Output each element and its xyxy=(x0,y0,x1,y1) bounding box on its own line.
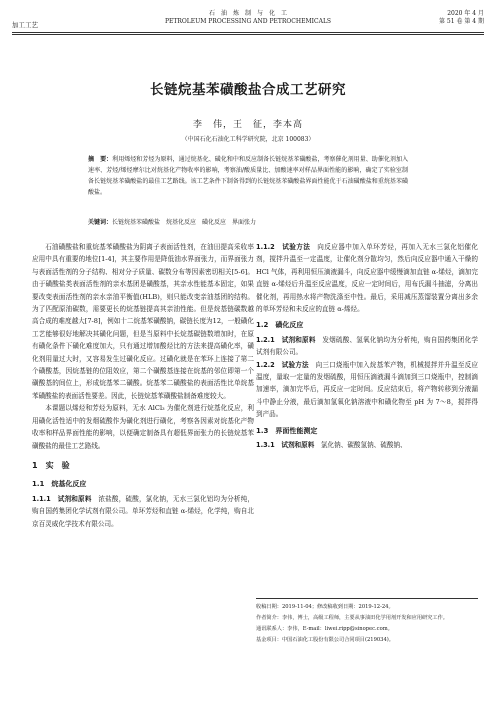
paper-title: 长链烷基苯磺酸盐合成工艺研究 xyxy=(150,82,346,98)
paragraph-reagents-1 xyxy=(32,493,254,530)
section-heading-experiment: 1 实 验 xyxy=(32,460,70,470)
subsubsection-heading: 1.2.2 试验方法 xyxy=(256,360,309,369)
paper-affiliation: （中国石化石油化工科学研究院，北京 100083） xyxy=(181,136,315,143)
subsection-heading-interface: 1.3 界面性能测定 xyxy=(256,426,318,435)
subsection-heading-alkylation: 1.1 烷基化反应 xyxy=(32,480,87,489)
issue-info xyxy=(439,10,484,26)
paragraph-method-2 xyxy=(256,359,478,421)
header-rule xyxy=(12,32,484,33)
subsubsection-heading: 1.3.1 试剂和原料 xyxy=(256,441,315,450)
footnote xyxy=(256,598,478,646)
paragraph-text: 浓盐酸，硫酸，氯化钠，无水三氯化铝均为分析纯，购自国药集团化学试剂有限公司。单环芳烃和直链 α-烯烃，化学纯，购自北京百灵威化学技术有限公司。 xyxy=(32,494,255,528)
header-rule-thin xyxy=(12,34,484,35)
subsubsection-heading: 1.1.2 试验方法 xyxy=(256,243,311,251)
issue-volume: 第 51 卷 第 4 期 xyxy=(439,18,484,25)
journal-name-en: PETROLEUM PROCESSING AND PETROCHEMICALS xyxy=(164,18,332,25)
intro-paragraph-2: 本课题以烯烃和芳烃为原料，无水 AlCl₃ 为催化剂进行烷基化反应，利用磺化活性适中的发烟硫酸作为磺化剂进行磺化，考察各因素对烷基化产物收率和样品界面性能的影响，以便确定制备具有超低界面张力的长链烷基苯磺酸盐的最佳工艺路线。 xyxy=(32,404,254,450)
paragraph-reagents-2 xyxy=(256,334,478,359)
right-column xyxy=(256,241,478,452)
footnote-received: 收稿日期：2019-11-04；修改稿收到日期：2019-12-24。 xyxy=(256,604,394,610)
paper-authors: 李 伟，王 征，李本高 xyxy=(192,120,303,130)
paragraph-text: 氯化钠、碳酸氢钠、硫酸钠、 xyxy=(314,441,407,450)
journal-name-cn: 石 油 炼 制 与 化 工 xyxy=(208,10,287,17)
issue-date: 2020 年 4 月 xyxy=(447,10,484,17)
left-column xyxy=(32,241,254,530)
subsection-heading-sulfonation: 1.2 磺化反应 xyxy=(256,321,304,330)
footnote-contact: 通讯联系人：李伟，E-mail：liwei.ripp@sinopec.com。 xyxy=(256,626,393,632)
running-header xyxy=(12,10,484,32)
journal-name xyxy=(12,10,484,26)
abstract-label: 摘 要： xyxy=(88,156,113,163)
keywords-text: 长链烷基苯磺酸盐 烷基化反应 磺化反应 界面张力 xyxy=(112,219,257,226)
subsubsection-heading: 1.1.1 试剂和原料 xyxy=(32,494,92,503)
footnote-fund: 基金项目：中国石油化工股份有限公司合同项目(219034)。 xyxy=(256,637,394,643)
paragraph-text: 向三口烧瓶中加入烷基苯产物，机械搅拌并升温至反应温度，量取一定量的发烟硫酸，用恒压滴液漏斗滴加到三口烧瓶中，控制滴加速率，滴加完毕后，再反应一定时间。反应结束后，将产物转移到分液漏斗中静止分液，最后滴加氢氧化钠溶液中和磺化物至 pH 为 7～8，搅拌得到产品。 xyxy=(256,360,478,419)
paragraph-text: 向反应器中加入单环芳烃，再加入无水三氯化铝催化剂，搅拌升温至一定温度，让催化剂分散均匀，然后向反应器中通入干燥的 HCl 气体，再利用恒压滴液漏斗，向反应器中缓慢滴加直链 α-烯烃，滴加完直链 α-烯烃后升温至反应温度，反应一定时间后，用布氏漏斗抽滤，分离出催化剂，再用热水将产物洗涤至中性。最后，采用减压蒸馏装置分离出多余的单环芳烃和未反应的直链 α-烯烃。 xyxy=(256,243,479,314)
footnote-bio: 作者简介：李伟，博士，高级工程师，主要从事油田化学用剂开发和应用研究工作。 xyxy=(256,615,448,621)
intro-paragraph-1: 石油磺酸盐和重烷基苯磺酸盐为阴离子表面活性剂，在油田提高采收率应用中具有重要的地位[1-4]，其主要作用是降低油水界面张力，而界面张力与表面活性剂的分子结构、相对分子质量、碳数分布等因素密切相关[5-6]。由于磺酸盐类表面活性剂的亲水基团是磺酸基，其亲水性能基本固定，如果要改变表面活性剂的亲水亲油平衡值(HLB)，则只能改变亲油基团的结构。为了匹配原油碳数，需要更长的烷基链提高其亲油性能。但是烷基链碳数越高合成的难度越大[7-8]，例如十二烷基苯磺酸钠，碳链长度为12，一般磺化工艺能够很好地解决其磺化问题，但是当原料中长烷基碳链数增加时，在原有磺化条件下磺化难度加大，只有通过增加酸烃比的方法来提高磺化率，磺化剂用量过大时，又容易发生过磺化反应。过磺化就是在苯环上连接了第二个磺酸基，因烷基链的位阻效应，第二个磺酸基连接在烷基的邻位即第一个磺酸基的间位上，形成烷基苯二磺酸。烷基苯二磺酸盐的表面活性比单烷基苯磺酸盐的表面活性要差。因此，长链烷基苯磺酸盐制备难度较大。 xyxy=(32,243,254,400)
abstract-text: 利用烯烃和芳烃为原料，通过烷基化、磺化和中和反应制备长链烷基苯磺酸盐，考察催化剂用量、助催化剂加入速率、芳烃/烯烃摩尔比对烷基化产物收率的影响，考察油/酸质量比、加酸速率对样品界面性能的影响，确定了实验室制备长链烷基苯磺酸盐的最佳工艺路线。该工艺条件下制备得到的长链烷基苯磺酸盐界面性能优于石油磺酸盐和重烷基苯磺酸盐。 xyxy=(88,156,408,196)
paragraph-text: 发烟硫酸、氢氧化钠均为分析纯，购自国药集团化学试剂有限公司。 xyxy=(256,335,479,357)
paragraph-reagents-3 xyxy=(256,439,478,451)
keywords xyxy=(88,218,408,227)
subsubsection-heading: 1.2.1 试剂和原料 xyxy=(256,335,316,344)
abstract xyxy=(88,154,408,198)
section-label: 加工工艺 xyxy=(12,21,38,29)
paragraph-method-1 xyxy=(256,241,478,315)
keywords-label: 关键词： xyxy=(88,219,113,226)
